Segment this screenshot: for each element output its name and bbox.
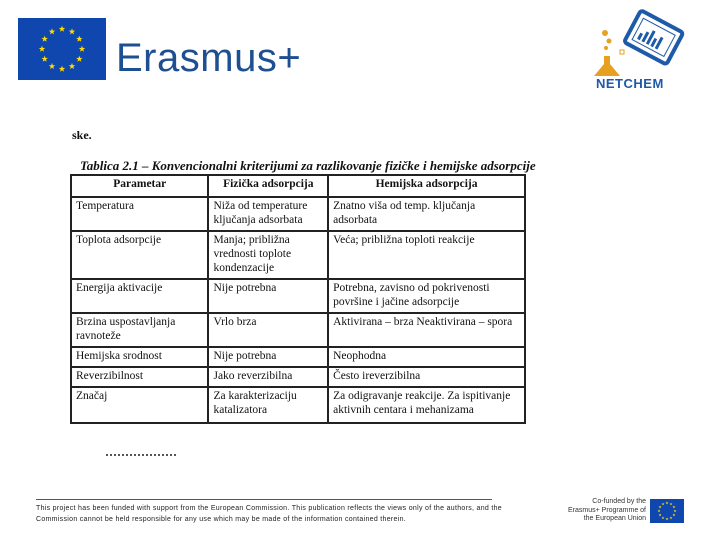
- eu-stars-small-icon: [650, 499, 684, 523]
- eu-star-icon: [673, 514, 676, 517]
- table-cell: Za karakterizaciju katalizatora: [208, 387, 328, 423]
- eu-star-icon: [69, 28, 75, 34]
- column-header: Hemijska adsorpcija: [328, 175, 525, 197]
- cofunded-label: Co-funded by the Erasmus+ Programme of the European Union: [568, 498, 646, 522]
- table-cell: Veća; približna toploti reakcije: [328, 231, 525, 279]
- table-cell: Hemijska srodnost: [71, 347, 208, 367]
- eu-star-icon: [49, 28, 55, 34]
- table-caption: Tablica 2.1 – Konvencionalni kriterijumi za razlikovanje fizičke i hemijske adsorpcije: [80, 158, 536, 173]
- eu-star-icon: [666, 502, 669, 505]
- eu-star-icon: [674, 510, 677, 513]
- eu-star-icon: [659, 506, 662, 509]
- table-cell: Vrlo brza: [208, 313, 328, 347]
- table-cell: Brzina uspostavljanja ravnoteže: [71, 313, 208, 347]
- table-row: [71, 347, 525, 367]
- eu-flag-small-logo: [650, 499, 684, 523]
- table-cell: Potrebna, zavisno od pokrivenosti površine i jačine adsorpcije: [328, 279, 525, 313]
- netchem-logo-text: NETCHEM: [596, 76, 664, 91]
- table-cell: Značaj: [71, 387, 208, 423]
- eu-star-icon: [41, 36, 47, 42]
- column-header: Parametar: [71, 175, 208, 197]
- table-cell: Znatno viša od temp. ključanja adsorbata: [328, 197, 525, 231]
- eu-star-icon: [658, 510, 661, 513]
- eu-star-icon: [76, 36, 82, 42]
- scan-text-fragment: ske.: [72, 128, 92, 142]
- table-cell: Energija aktivacije: [71, 279, 208, 313]
- eu-star-icon: [49, 63, 55, 69]
- table-cell: Nije potrebna: [208, 279, 328, 313]
- table-row: [71, 313, 525, 347]
- eu-star-icon: [76, 56, 82, 62]
- adsorption-comparison-table: [70, 174, 526, 424]
- table-header-row: [71, 175, 525, 197]
- eu-star-icon: [670, 516, 673, 519]
- eu-flag-logo: [18, 18, 106, 80]
- table-cell: Toplota adsorpcije: [71, 231, 208, 279]
- eu-star-icon: [673, 506, 676, 509]
- table-cell: Aktivirana – brza Neaktivirana – spora: [328, 313, 525, 347]
- table-cell: Jako reverzibilna: [208, 367, 328, 387]
- eu-star-icon: [670, 503, 673, 506]
- table-row: [71, 279, 525, 313]
- table-cell: Neophodna: [328, 347, 525, 367]
- table-cell: Temperatura: [71, 197, 208, 231]
- eu-star-icon: [662, 516, 665, 519]
- table-cell: Reverzibilnost: [71, 367, 208, 387]
- eu-star-icon: [39, 46, 45, 52]
- table-row: [71, 387, 525, 423]
- eu-star-icon: [659, 514, 662, 517]
- eu-stars-icon: [18, 18, 106, 80]
- table-cell: Za odigravanje reakcije. Za ispitivanje aktivnih centara i mehanizama: [328, 387, 525, 423]
- eu-star-icon: [41, 56, 47, 62]
- footer-divider: [36, 499, 492, 500]
- eu-star-icon: [662, 503, 665, 506]
- footer-disclaimer: This project has been funded with support from the European Commission. This publication reflects the views only of the authors, and the Commission cannot be held responsible for any use which may be made of the information contained therein.: [36, 505, 502, 523]
- table-row: [71, 367, 525, 387]
- eu-star-icon: [666, 518, 669, 521]
- table-row: [71, 197, 525, 231]
- table-row: [71, 231, 525, 279]
- table-cell: Niža od temperature ključanja adsorbata: [208, 197, 328, 231]
- erasmus-logo-text: Erasmus+: [116, 36, 302, 80]
- eu-star-icon: [79, 46, 85, 52]
- scan-cropped-text: [106, 454, 176, 462]
- eu-star-icon: [69, 63, 75, 69]
- scanned-table-figure: [66, 126, 536, 466]
- table-cell: Često ireverzibilna: [328, 367, 525, 387]
- table-cell: Manja; približna vrednosti toplote kondenzacije: [208, 231, 328, 279]
- eu-star-icon: [59, 66, 65, 72]
- column-header: Fizička adsorpcija: [208, 175, 328, 197]
- eu-star-icon: [59, 26, 65, 32]
- table-cell: Nije potrebna: [208, 347, 328, 367]
